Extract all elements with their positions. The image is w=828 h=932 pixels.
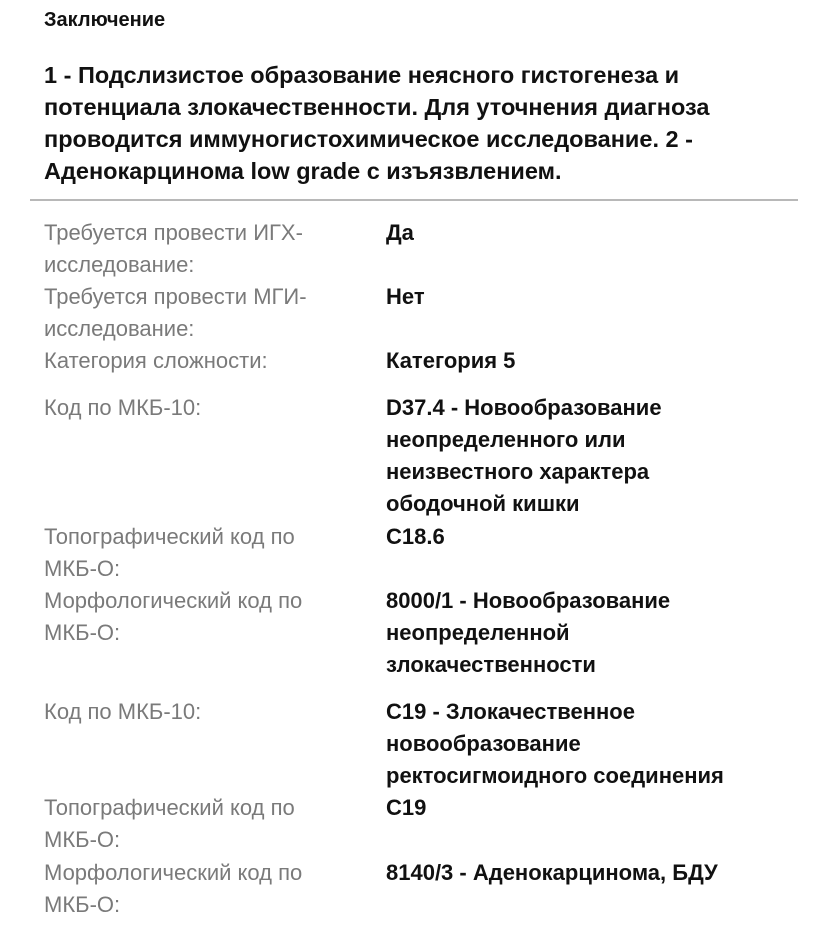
field-value: Да [386, 220, 414, 245]
field-value: C19 - Злокачественное новообразование ректосигмоидного соединения [386, 699, 724, 788]
field-label: Топографический код по МКБ-О: [44, 795, 295, 852]
field-label: Код по МКБ-10: [44, 395, 202, 420]
field-label: Топографический код по МКБ-О: [44, 524, 295, 581]
field-value: D37.4 - Новообразование неопределенного или неизвестного характера ободочной кишки [386, 395, 662, 516]
field-label: Код по МКБ-10: [44, 699, 202, 724]
field-value: Категория 5 [386, 348, 516, 373]
field-label: Требуется провести ИГХ- исследование: [44, 220, 303, 277]
field-value: C19 [386, 795, 427, 820]
field-label: Морфологический код по МКБ-О: [44, 588, 303, 645]
field-value: 8140/3 - Аденокарцинома, БДУ [386, 860, 718, 885]
field-value: C18.6 [386, 524, 445, 549]
field-value: 8000/1 - Новообразование неопределенной злокачественности [386, 588, 671, 677]
divider [30, 199, 798, 201]
field-label: Категория сложности: [44, 348, 268, 373]
field-value: Нет [386, 284, 425, 309]
section-title: Заключение [44, 9, 166, 31]
conclusion-text: 1 - Подслизистое образование неясного гистогенеза и потенциала злокачественности. Для уточнения диагноза проводится иммуногистохимическое исследование. 2 - Аденокарцинома low grade с изъязвлением. [44, 62, 710, 184]
field-label: Требуется провести МГИ- исследование: [44, 284, 307, 341]
field-label: Морфологический код по МКБ-О: [44, 860, 303, 917]
